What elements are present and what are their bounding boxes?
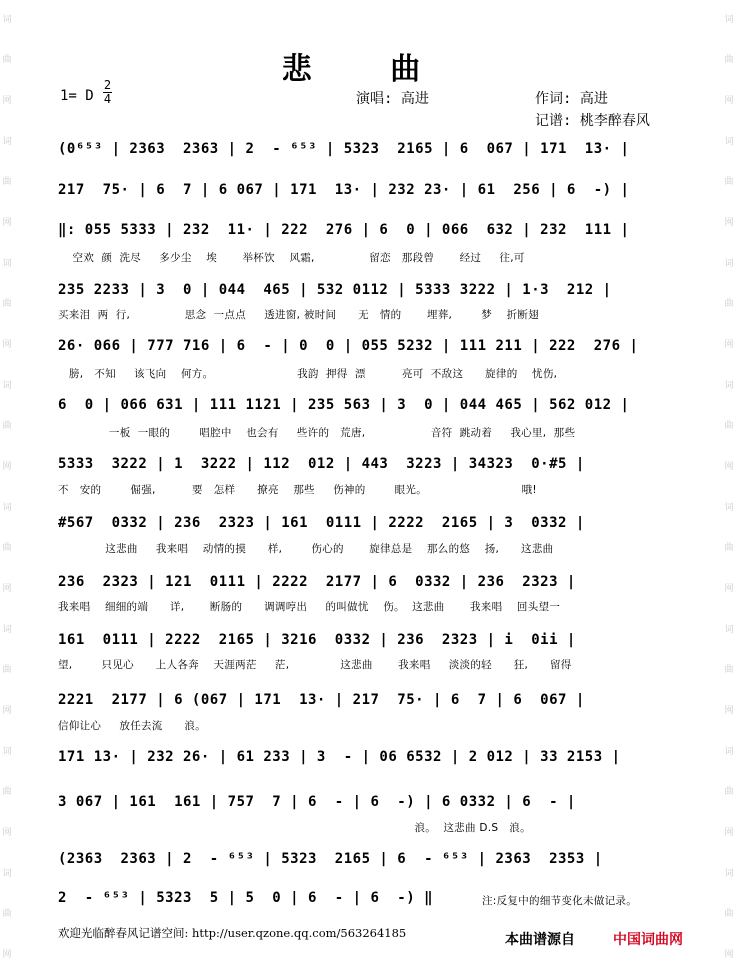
score-line-9-notes: 236 2323 | 121 0111 | 2222 2177 | 6 0332 | 236 2323 |	[58, 574, 576, 590]
score-line-3-notes: ‖: 055 5333 | 232 11· | 222 276 | 6 0 | 066 632 | 232 111 |	[58, 222, 630, 238]
score-line-1-notes: (0⁶⁵³ | 2363 2363 | 2 - ⁶⁵³ | 5323 2165 | 6 067 | 171 13· |	[58, 141, 630, 157]
score-line-14-notes: (2363 2363 | 2 - ⁶⁵³ | 5323 2165 | 6 - ⁶⁵³ | 2363 2353 |	[58, 851, 603, 867]
score-line-9-lyrics: 我来唱 细细的端 详, 断肠的 调调哼出 的叫做忧 伤。 这悲曲 我来唱 回头望一	[58, 601, 561, 613]
time-signature-top: 2	[103, 78, 112, 92]
score-line-13-notes: 3 067 | 161 161 | 757 7 | 6 - | 6 -) | 6 0332 | 6 - |	[58, 794, 576, 810]
score-line-10-notes: 161 0111 | 2222 2165 | 3216 0332 | 236 2323 | i 0ii |	[58, 632, 576, 648]
score-line-15-notes: 2 - ⁶⁵³ | 5323 5 | 5 0 | 6 - | 6 -) ‖	[58, 890, 434, 906]
song-title: 悲 曲	[281, 52, 455, 87]
footer-welcome: 欢迎光临醉春风记谱空间: http://user.qzone.qq.com/563264185	[58, 926, 407, 940]
key-signature: 1= D	[60, 88, 94, 104]
time-signature-bottom: 4	[103, 92, 112, 106]
footer-source-label: 本曲谱源自	[505, 932, 575, 948]
singer-credit: 演唱: 高进	[356, 91, 429, 107]
score-line-8-notes: #567 0332 | 236 2323 | 161 0111 | 2222 2165 | 3 0332 |	[58, 515, 585, 531]
time-signature	[103, 80, 112, 105]
score-line-7-notes: 5333 3222 | 1 3222 | 112 012 | 443 3223 | 34323 0·#5 |	[58, 456, 585, 472]
score-line-3-lyrics: 空欢 颜 洗尽 多少尘 埃 举杯饮 风霜, 留恋 那段曾 经过 往,可	[58, 252, 525, 264]
score-line-5-notes: 26· 066 | 777 716 | 6 - | 0 0 | 055 5232 | 111 211 | 222 276 |	[58, 338, 639, 354]
score-line-2-notes: 217 75· | 6 7 | 6 067 | 171 13· | 232 23· | 61 256 | 6 -) |	[58, 182, 630, 198]
score-line-6-notes: 6 0 | 066 631 | 111 1121 | 235 563 | 3 0 | 044 465 | 562 012 |	[58, 397, 630, 413]
score-line-11-lyrics: 信仰让心 放任去流 浪。	[58, 720, 207, 732]
score-note: 注:反复中的细节变化未做记录。	[482, 895, 638, 907]
score-line-4-notes: 235 2233 | 3 0 | 044 465 | 532 0112 | 5333 3222 | 1·3 212 |	[58, 282, 612, 298]
score-line-13-lyrics: 浪。 这悲曲 D.S 浪。	[58, 822, 531, 834]
score-line-8-lyrics: 这悲曲 我来唱 动情的摸 样, 伤心的 旋律总是 那么的悠 扬, 这悲曲	[58, 543, 554, 555]
side-watermark-right: 词 曲 网 词 曲 网 词 曲 网 词 曲 网 词 曲 网 词 曲 网 词 曲 网 词 曲 网	[724, 14, 734, 960]
score-line-10-lyrics: 望, 只见心 上人各奔 天涯两茫 茫, 这悲曲 我来唱 淡淡的轻 狂, 留得	[58, 659, 572, 671]
footer-brand: 中国词曲网	[613, 932, 683, 948]
score-line-12-notes: 171 13· | 232 26· | 61 233 | 3 - | 06 6532 | 2 012 | 33 2153 |	[58, 749, 621, 765]
score-line-4-lyrics: 买来泪 两 行, 思念 一点点 透进窗, 被时间 无 情的 埋葬, 梦 折断翅	[58, 309, 539, 321]
score-line-11-notes: 2221 2177 | 6 (067 | 171 13· | 217 75· | 6 7 | 6 067 |	[58, 692, 585, 708]
score-line-6-lyrics: 一板 一眼的 唱腔中 也会有 些许的 荒唐, 音符 跳动着 我心里, 那些	[58, 427, 576, 439]
lyricist-credit: 作词: 高进	[535, 91, 608, 107]
notator-credit: 记谱: 桃李醉春风	[535, 113, 650, 129]
score-line-7-lyrics: 不 安的 倔强, 要 怎样 撩亮 那些 伤神的 眼光。 哦!	[58, 484, 537, 496]
side-watermark-left: 词 曲 网 词 曲 网 词 曲 网 词 曲 网 词 曲 网 词 曲 网 词 曲 网 词 曲 网	[2, 14, 12, 960]
score-line-5-lyrics: 膀, 不知 该飞向 何方。 我韵 押得 漂 亮可 不敌这 旋律的 忧伤,	[58, 368, 558, 380]
